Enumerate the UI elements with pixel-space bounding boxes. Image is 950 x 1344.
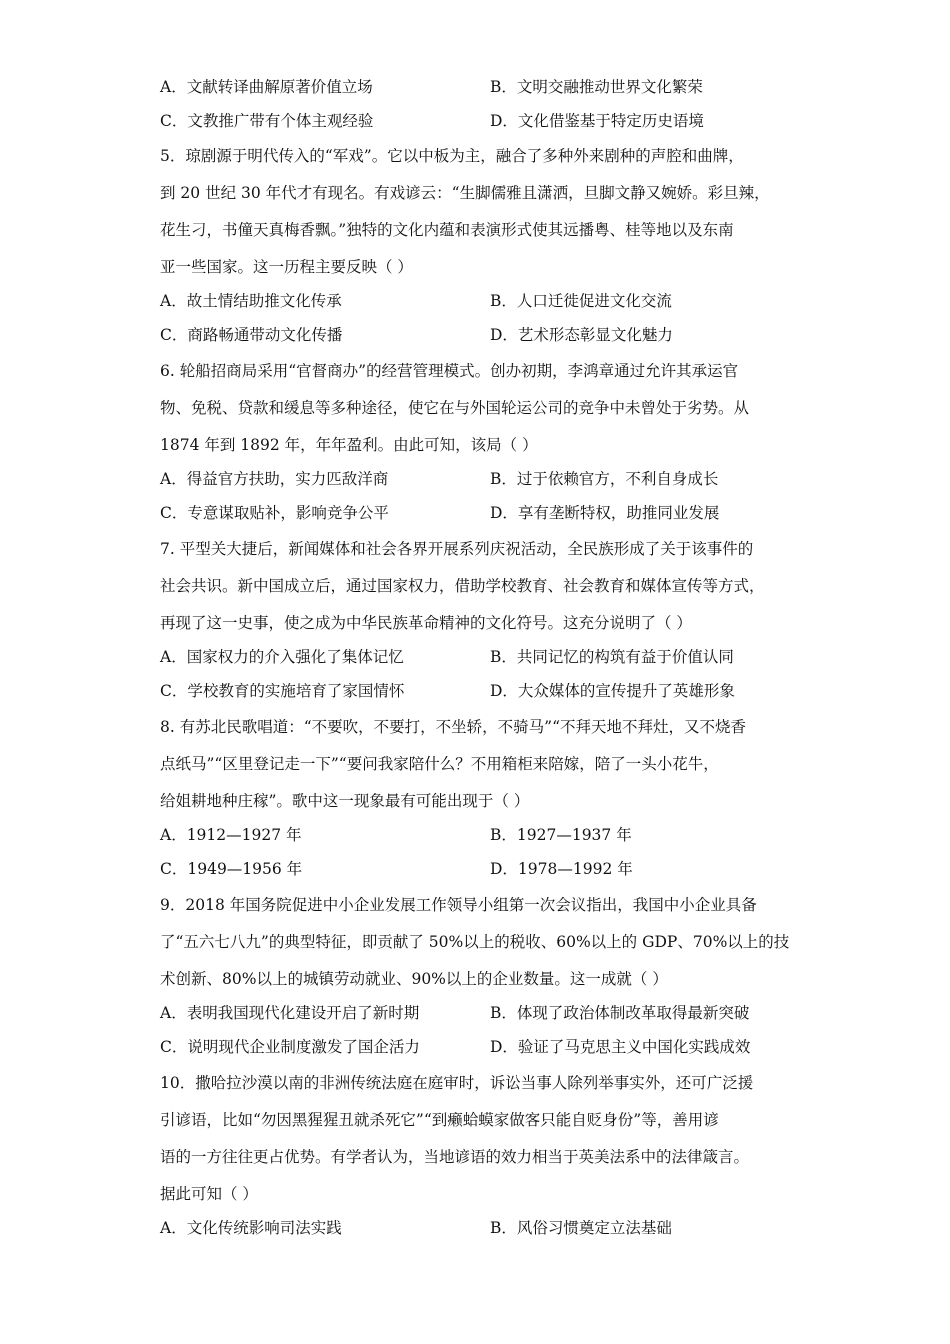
- q7-stem-line-2: 社会共识。新中国成立后，通过国家权力，借助学校教育、社会教育和媒体宣传等方式，: [160, 577, 765, 595]
- q9-stem-line-2: 了“五六七八九”的典型特征，即贡献了 50%以上的税收、60%以上的 GDP、70%以上的技: [160, 933, 790, 951]
- q10-option-a[interactable]: A．文化传统影响司法实践: [160, 1219, 342, 1237]
- q4-option-c[interactable]: C．文教推广带有个体主观经验: [160, 112, 374, 130]
- q8-option-b[interactable]: B．1927—1937 年: [490, 826, 632, 844]
- q8-stem-line-2: 点纸马”“区里登记走一下”“要问我家陪什么？不用箱柜来陪嫁，陪了一头小花牛，: [160, 755, 719, 773]
- q7-option-b[interactable]: B．共同记忆的构筑有益于价值认同: [490, 648, 734, 666]
- q5-stem-line-3: 花生刁，书僮天真梅香飘。”独特的文化内蕴和表演形式使其远播粤、桂等地以及东南: [160, 221, 734, 239]
- q5-option-a[interactable]: A．故土情结助推文化传承: [160, 292, 342, 310]
- q5-stem-line-4: 亚一些国家。这一历程主要反映（ ）: [160, 258, 413, 276]
- q6-option-c[interactable]: C．专意谋取贴补，影响竞争公平: [160, 504, 389, 522]
- q7-option-d[interactable]: D．大众媒体的宣传提升了英雄形象: [490, 682, 735, 700]
- q8-option-d[interactable]: D．1978—1992 年: [490, 860, 633, 878]
- q6-option-d[interactable]: D．享有垄断特权，助推同业发展: [490, 504, 720, 522]
- q6-option-a[interactable]: A．得益官方扶助，实力匹敌洋商: [160, 470, 389, 488]
- q10-stem-line-2: 引谚语，比如“勿因黑猩猩丑就杀死它”“到癞蛤蟆家做客只能自贬身份”等，善用谚: [160, 1111, 719, 1129]
- q7-stem-line-3: 再现了这一史事，使之成为中华民族革命精神的文化符号。这充分说明了（ ）: [160, 614, 692, 632]
- q10-stem-line-1: 10．撒哈拉沙漠以南的非洲传统法庭在庭审时，诉讼当事人除列举事实外，还可广泛援: [160, 1074, 754, 1092]
- q10-option-b[interactable]: B．风俗习惯奠定立法基础: [490, 1219, 672, 1237]
- q9-stem-line-3: 术创新、80%以上的城镇劳动就业、90%以上的企业数量。这一成就（ ）: [160, 970, 668, 988]
- q9-stem-line-1: 9．2018 年国务院促进中小企业发展工作领导小组第一次会议指出，我国中小企业具备: [160, 896, 757, 914]
- q4-option-a[interactable]: A．文献转译曲解原著价值立场: [160, 78, 373, 96]
- q6-stem-line-2: 物、免税、贷款和缓息等多种途径，使它在与外国轮运公司的竞争中未曾处于劣势。从: [160, 399, 750, 417]
- q6-stem-line-1: 6. 轮船招商局采用“官督商办”的经营管理模式。创办初期，李鸿章通过允许其承运官: [160, 362, 739, 380]
- q10-stem-line-3: 语的一方往往更占优势。有学者认为，当地谚语的效力相当于英美法系中的法律箴言。: [160, 1148, 750, 1166]
- q7-option-c[interactable]: C．学校教育的实施培育了家国情怀: [160, 682, 405, 700]
- q8-option-a[interactable]: A．1912—1927 年: [160, 826, 302, 844]
- q9-option-b[interactable]: B．体现了政治体制改革取得最新突破: [490, 1004, 750, 1022]
- q6-stem-line-3: 1874 年到 1892 年，年年盈利。由此可知，该局（ ）: [160, 436, 538, 454]
- q8-stem-line-3: 给姐耕地种庄稼”。歌中这一现象最有可能出现于（ ）: [160, 792, 530, 810]
- q10-stem-line-4: 据此可知（ ）: [160, 1185, 258, 1203]
- q5-option-b[interactable]: B．人口迁徙促进文化交流: [490, 292, 672, 310]
- q6-option-b[interactable]: B．过于依赖官方，不利自身成长: [490, 470, 719, 488]
- q7-option-a[interactable]: A．国家权力的介入强化了集体记忆: [160, 648, 404, 666]
- q4-option-b[interactable]: B．文明交融推动世界文化繁荣: [490, 78, 703, 96]
- q5-option-d[interactable]: D．艺术形态彰显文化魅力: [490, 326, 673, 344]
- q4-option-d[interactable]: D．文化借鉴基于特定历史语境: [490, 112, 704, 130]
- q5-option-c[interactable]: C．商路畅通带动文化传播: [160, 326, 343, 344]
- q5-stem-line-1: 5．琼剧源于明代传入的“军戏”。它以中板为主，融合了多种外来剧种的声腔和曲牌，: [160, 147, 744, 165]
- q9-option-c[interactable]: C．说明现代企业制度激发了国企活力: [160, 1038, 420, 1056]
- q8-option-c[interactable]: C．1949—1956 年: [160, 860, 303, 878]
- q9-option-d[interactable]: D．验证了马克思主义中国化实践成效: [490, 1038, 751, 1056]
- q9-option-a[interactable]: A．表明我国现代化建设开启了新时期: [160, 1004, 420, 1022]
- q5-stem-line-2: 到 20 世纪 30 年代才有现名。有戏谚云：“生脚儒雅且潇洒，旦脚文静又婉娇。彩旦辣，: [160, 184, 770, 202]
- q7-stem-line-1: 7. 平型关大捷后，新闻媒体和社会各界开展系列庆祝活动，全民族形成了关于该事件的: [160, 540, 754, 558]
- q8-stem-line-1: 8. 有苏北民歌唱道：“不要吹，不要打，不坐轿，不骑马”“不拜天地不拜灶，又不烧香: [160, 718, 746, 736]
